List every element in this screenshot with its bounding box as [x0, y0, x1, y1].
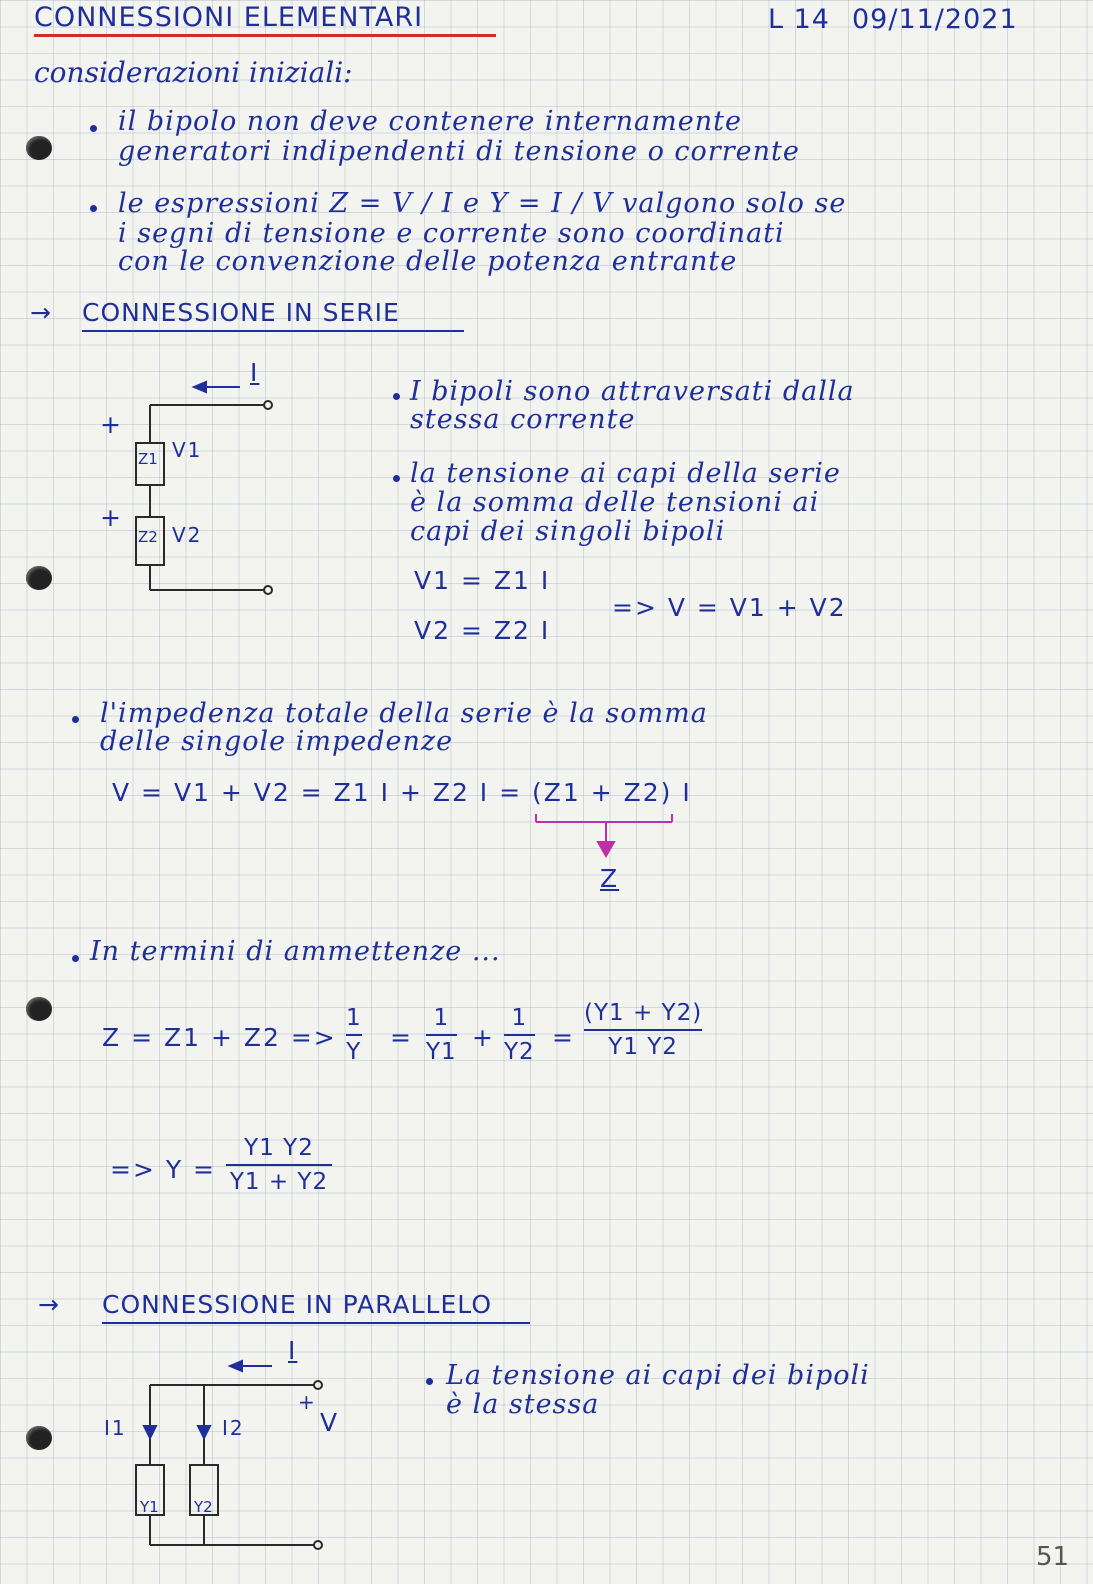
z1-label: Z1 [138, 450, 158, 468]
series-brace-label: Z [600, 864, 620, 893]
plus-sign: + [100, 410, 123, 439]
frac-denominator: Y1 Y2 [608, 1034, 678, 1060]
plus-sign: + [100, 503, 123, 532]
arrow-right-icon: → [38, 1290, 60, 1319]
parallel-bullet1-line2: è la stessa [446, 1389, 600, 1420]
series-bullet3-line1: l'impedenza totale della serie è la somma [100, 698, 708, 729]
frac-numerator: 1 [433, 1005, 450, 1031]
plus-sign: + [472, 1023, 495, 1052]
admittance-eq-left: Z = Z1 + Z2 => [102, 1023, 337, 1052]
brace-icon [534, 812, 684, 872]
intro-bullet1-line1: il bipolo non deve contenere internamente [118, 106, 742, 137]
bullet-dot [393, 475, 400, 482]
admittance-result-left: => Y = [110, 1155, 217, 1184]
frac-numerator: 1 [346, 1005, 362, 1031]
page-number: 51 [1036, 1542, 1070, 1572]
i2-label: I2 [222, 1416, 245, 1440]
equals-sign: = [390, 1023, 413, 1052]
bullet-dot [90, 205, 97, 212]
series-heading-underline [82, 330, 464, 332]
lecture-date: 09/11/2021 [852, 4, 1018, 35]
frac-one-over-y2 [504, 1005, 535, 1065]
series-heading: CONNESSIONE IN SERIE [82, 298, 400, 327]
z2-label: Z2 [138, 528, 158, 546]
intro-bullet2-line1: le espressioni Z = V / I e Y = I / V valgono solo se [118, 188, 847, 219]
punch-hole [26, 136, 52, 160]
bullet-dot [90, 125, 97, 132]
series-eq-v2: V2 = Z2 I [414, 616, 551, 645]
frac-denominator: Y1 [426, 1039, 457, 1065]
series-bullet3-line2: delle singole impedenze [100, 726, 454, 757]
series-eq-total: V = V1 + V2 = Z1 I + Z2 I = (Z1 + Z2) I [112, 778, 692, 807]
frac-one-over-y1 [426, 1005, 457, 1065]
series-bullet2-line2: è la somma delle tensioni ai [410, 487, 820, 518]
bullet-dot [72, 955, 79, 962]
parallel-heading-underline [102, 1322, 530, 1324]
frac-denominator: Y1 + Y2 [229, 1169, 329, 1195]
title-underline [34, 34, 496, 37]
frac-numerator: Y1 Y2 [244, 1135, 314, 1161]
frac-one-over-y [346, 1005, 362, 1065]
lecture-number: L 14 [768, 4, 830, 35]
parallel-bullet1-line1: La tensione ai capi dei bipoli [446, 1360, 870, 1391]
punch-hole [26, 566, 52, 590]
arrow-right-icon: → [30, 298, 52, 327]
series-bullet1-line2: stessa corrente [410, 404, 636, 435]
series-bullet1-line1: I bipoli sono attraversati dalla [410, 376, 855, 407]
bullet-dot [393, 393, 400, 400]
series-bullet2-line3: capi dei singoli bipoli [410, 516, 726, 547]
frac-denominator: Y2 [504, 1039, 535, 1065]
frac-sum-over-product [584, 1000, 702, 1060]
parallel-heading: CONNESSIONE IN PARALLELO [102, 1290, 492, 1319]
equals-sign: = [552, 1023, 575, 1052]
y1-label: Y1 [140, 1498, 159, 1516]
intro-bullet2-line3: con le convenzione delle potenza entrante [118, 246, 738, 277]
intro-bullet2-line2: i segni di tensione e corrente sono coordinati [118, 218, 785, 249]
v1-label: V1 [172, 438, 203, 462]
v2-label: V2 [172, 523, 203, 547]
series-current-label: I [250, 358, 260, 387]
bullet-dot [426, 1378, 433, 1385]
bullet-dot [72, 716, 79, 723]
series-eq-implies: => V = V1 + V2 [612, 593, 847, 622]
parallel-current-label: I [288, 1336, 298, 1365]
punch-hole [26, 1426, 52, 1450]
frac-denominator: Y [346, 1039, 362, 1065]
intro-heading: considerazioni iniziali: [34, 56, 353, 89]
intro-bullet1-line2: generatori indipendenti di tensione o corrente [118, 136, 800, 167]
frac-numerator: 1 [511, 1005, 528, 1031]
parallel-circuit [100, 1336, 340, 1570]
series-eq-v1: V1 = Z1 I [414, 566, 551, 595]
frac-admittance-result [226, 1135, 332, 1195]
punch-hole [26, 997, 52, 1021]
y2-label: Y2 [194, 1498, 213, 1516]
plus-sign: + [298, 1390, 317, 1414]
v-label: V [320, 1408, 340, 1437]
admittance-intro: In termini di ammettenze ... [90, 936, 501, 967]
frac-numerator: (Y1 + Y2) [584, 1000, 703, 1026]
i1-label: I1 [104, 1416, 127, 1440]
series-bullet2-line1: la tensione ai capi della serie [410, 458, 841, 489]
series-circuit [90, 355, 290, 615]
page-title: CONNESSIONI ELEMENTARI [34, 2, 424, 33]
